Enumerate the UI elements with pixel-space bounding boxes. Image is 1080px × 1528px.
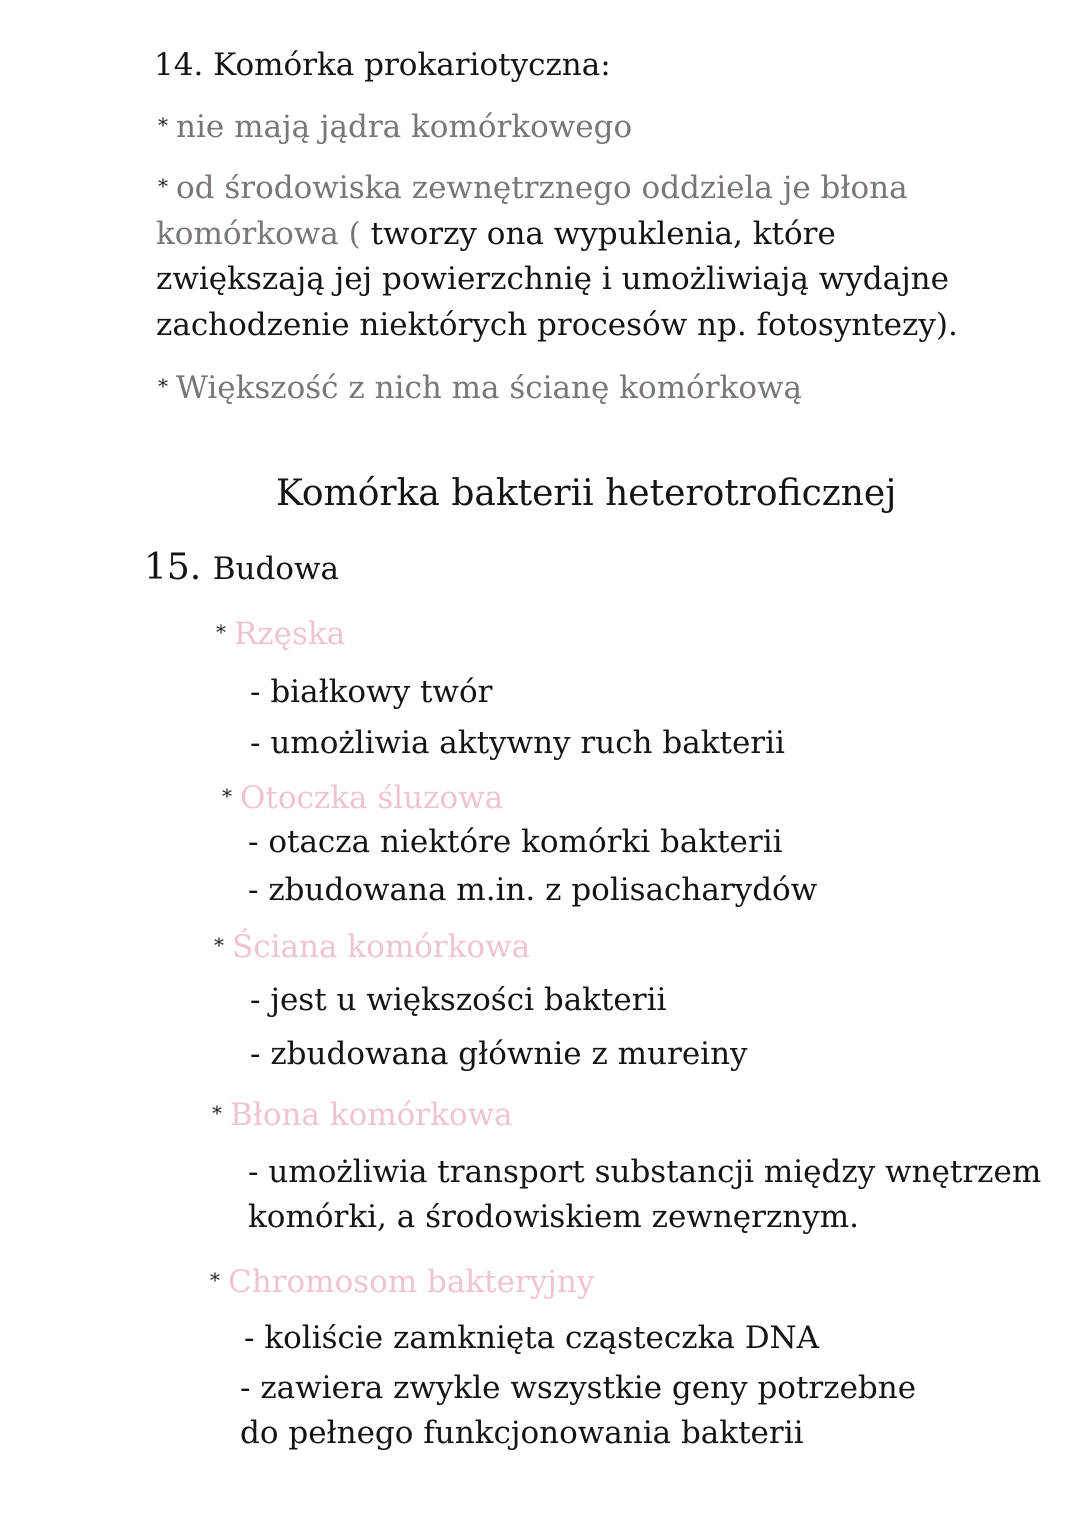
bullet-asterisk-icon: * (212, 1101, 222, 1125)
point-2-line-2: komórkowa ( tworzy ona wypuklenia, które (156, 216, 836, 252)
page-title: Komórka bakterii heterotroficznej (276, 473, 897, 514)
detail: komórki, a środowiskiem zewnęrznym. (248, 1199, 860, 1235)
detail: - umożliwia transport substancji między wnętrzem (248, 1154, 1042, 1190)
detail: - umożliwia aktywny ruch bakterii (250, 725, 785, 761)
detail: - koliście zamknięta cząsteczka DNA (244, 1320, 820, 1356)
bullet-asterisk-icon: * (214, 933, 224, 957)
point-1: * nie mają jądra komórkowego (158, 109, 633, 145)
detail: do pełnego funkcjonowania bakterii (240, 1415, 804, 1451)
bullet-asterisk-icon: * (222, 784, 232, 808)
item-rzeska: * Rzęska (216, 616, 346, 652)
section-15-heading: 15. Budowa (144, 547, 339, 588)
section-14-heading: 14. Komórka prokariotyczna: (154, 47, 611, 83)
bullet-asterisk-icon: * (158, 113, 168, 137)
point-2-line-3: zwiększają jej powierzchnię i umożliwiają wydajne (156, 261, 949, 297)
detail: - białkowy twór (250, 674, 493, 710)
point-3: * Większość z nich ma ścianę komórkową (158, 370, 802, 406)
item-chromosom: * Chromosom bakteryjny (210, 1264, 595, 1300)
bullet-asterisk-icon: * (210, 1268, 220, 1292)
item-otoczka: * Otoczka śluzowa (222, 780, 504, 816)
detail: - zawiera zwykle wszystkie geny potrzebne (240, 1370, 917, 1406)
detail: - jest u większości bakterii (250, 982, 667, 1018)
detail: - zbudowana głównie z mureiny (250, 1036, 748, 1072)
detail: - zbudowana m.in. z polisacharydów (248, 872, 818, 908)
item-sciana: * Ściana komórkowa (214, 929, 531, 965)
item-blona: * Błona komórkowa (212, 1097, 513, 1133)
detail: - otacza niektóre komórki bakterii (248, 824, 783, 860)
point-2-line-4: zachodzenie niektórych procesów np. fotosyntezy). (156, 307, 958, 343)
bullet-asterisk-icon: * (216, 620, 226, 644)
bullet-asterisk-icon: * (158, 374, 168, 398)
bullet-asterisk-icon: * (158, 174, 168, 198)
point-2-line-1: * od środowiska zewnętrznego oddziela je błona (158, 170, 908, 206)
